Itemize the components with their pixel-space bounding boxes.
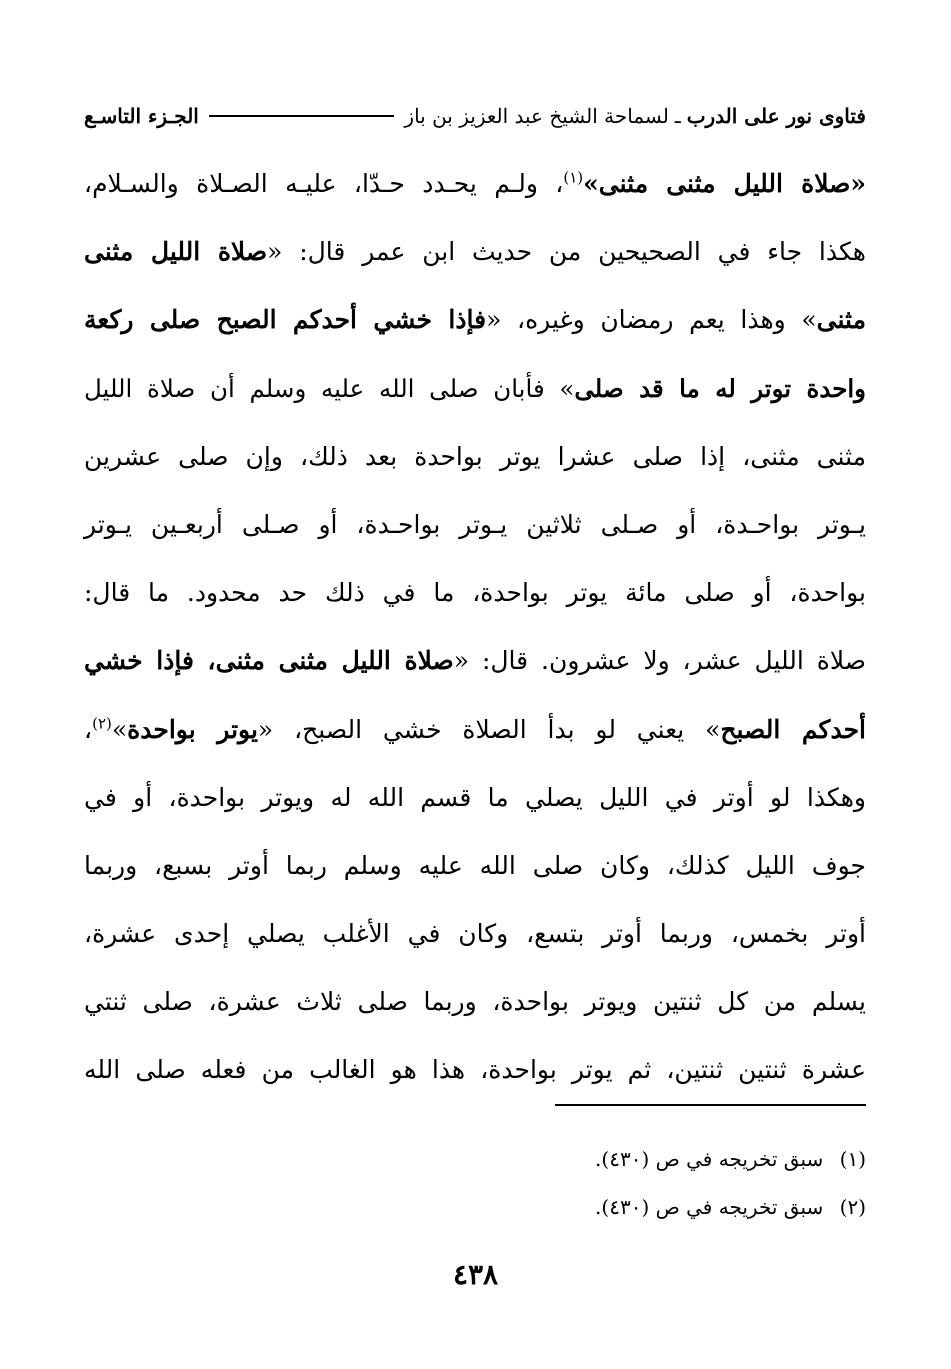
quoted-hadith-text: واحدة توتر له ما قد صلى xyxy=(574,373,866,403)
book-title: فتاوى نور على الدرب xyxy=(686,104,866,128)
quoted-hadith-text: مثنى xyxy=(816,305,866,335)
footnotes xyxy=(400,1137,866,1233)
text-line xyxy=(84,696,866,764)
text-line xyxy=(84,900,866,968)
header-rule xyxy=(209,115,395,117)
text-line xyxy=(84,423,866,491)
quoted-hadith-text: يوتر بواحدة xyxy=(127,714,258,744)
text-run: يسلم من كل ثنتين ويوتر بواحدة، وربما صلى ثلاث عشرة، صلى ثنتي xyxy=(84,987,866,1017)
footnote-number: (٢) xyxy=(839,1195,866,1219)
text-run: » فأبان صلى الله عليه وسلم أن صلاة الليل xyxy=(84,373,575,403)
text-line xyxy=(84,491,866,559)
text-run: » وهذا يعم رمضان وغيره، « xyxy=(486,305,817,335)
text-run: هكذا جاء في الصحيحين من حديث ابن عمر قال: « xyxy=(267,237,866,267)
footnote-1 xyxy=(400,1137,866,1185)
text-run: ، ولـم يحـدد حـدّا، عليـه الصـلاة والسـلام، xyxy=(84,169,564,198)
text-line xyxy=(84,355,866,423)
text-run: أوتر بخمس، وربما أوتر بتسع، وكان في الأغلب يصلي إحدى عشرة، xyxy=(84,919,866,949)
body-text xyxy=(84,150,866,1105)
quoted-hadith-text: صلاة الليل مثنى مثنى، فإذا خشي xyxy=(84,646,454,676)
footnote-separator xyxy=(555,1104,866,1106)
text-run: » يعني لو بدأ الصلاة خشي الصبح، « xyxy=(257,714,721,744)
quoted-hadith-text: فإذا خشي أحدكم الصبح صلى ركعة xyxy=(84,305,487,335)
footnote-2 xyxy=(400,1185,866,1233)
header-dash: ـ xyxy=(674,104,681,128)
footnote-number: (١) xyxy=(839,1147,866,1171)
text-line xyxy=(84,286,866,354)
text-run: يـوتر بواحـدة، أو صـلى ثلاثين يـوتر بواحـدة، أو صـلى أربعـين يـوتر xyxy=(84,509,866,539)
text-line xyxy=(84,1036,866,1104)
text-line xyxy=(84,832,866,900)
text-run: وهكذا لو أوتر في الليل يصلي ما قسم الله له ويوتر بواحدة، أو في xyxy=(84,782,866,812)
footnote-text: سبق تخريجه في ص (٤٣٠). xyxy=(595,1195,824,1219)
text-line xyxy=(84,968,866,1036)
text-line xyxy=(84,218,866,286)
quoted-hadith-text: «صلاة الليل مثنى مثنى» xyxy=(583,169,866,198)
quoted-hadith-text: صلاة الليل مثنى xyxy=(84,237,268,267)
text-run: جوف الليل كذلك، وكان صلى الله عليه وسلم ربما أوتر بسبع، وربما xyxy=(84,850,866,880)
part-title: الجـزء التاسـع xyxy=(84,104,199,128)
text-line xyxy=(84,764,866,832)
footnote-reference: (١) xyxy=(563,168,584,187)
text-run: مثنى مثنى، إذا صلى عشرا يوتر بواحدة بعد ذلك، وإن صلى عشرين xyxy=(84,441,866,471)
page-number: ٤٣٨ xyxy=(452,1258,499,1291)
text-run: عشرة ثنتين ثنتين، ثم يوتر بواحدة، هذا هو الغالب من فعله صلى الله xyxy=(84,1055,866,1085)
text-run: صلاة الليل عشر، ولا عشرون. قال: « xyxy=(453,646,866,676)
text-line xyxy=(84,559,866,627)
text-run: » xyxy=(111,714,128,744)
footnote-text: سبق تخريجه في ص (٤٣٠). xyxy=(595,1147,824,1171)
text-run: بواحدة، أو صلى مائة يوتر بواحدة، ما في ذلك حد محدود. ما قال: xyxy=(84,578,866,608)
text-line xyxy=(84,150,866,218)
quoted-hadith-text: أحدكم الصبح xyxy=(720,714,866,744)
running-header xyxy=(84,96,866,136)
text-line xyxy=(84,627,866,695)
text-run: ، xyxy=(84,714,93,744)
footnote-reference: (٢) xyxy=(92,714,112,733)
author-name: لسماحة الشيخ عبد العزيز بن باز xyxy=(404,104,669,128)
